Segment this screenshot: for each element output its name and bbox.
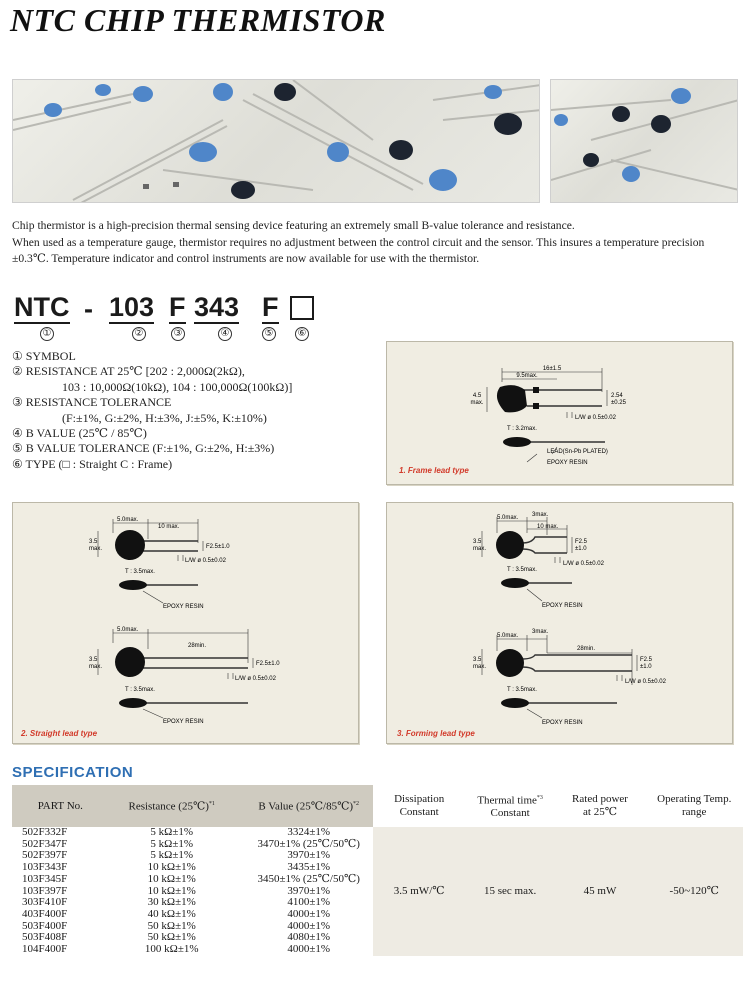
straight-b-epoxy: EPOXY RESIN	[163, 719, 204, 725]
forming-a-dim-f-tol: ±1.0	[575, 546, 587, 552]
part-number-code	[14, 292, 334, 339]
forming-b-dim-3-5-max: max.	[473, 664, 487, 670]
cell-optemp: -50~120℃	[645, 827, 743, 956]
forming-a-dim-3-5: 3.5	[473, 539, 482, 545]
forming-b-dim-3-5: 3.5	[473, 657, 482, 663]
straight-b-dim-f: F2.5±1.0	[256, 661, 280, 667]
frame-lead-label: LEAD(Sn-Pb PLATED)	[547, 449, 608, 455]
forming-b-dim-5: 5.0max.	[497, 633, 519, 639]
frame-dim-t: T : 3.2max.	[507, 426, 537, 432]
cell-b: 3970±1%	[287, 884, 331, 897]
straight-a-dim-3-5: 3.5	[89, 539, 98, 545]
forming-b-dim-t: T : 3.5max.	[507, 687, 537, 693]
frame-dim-4-5: 4.5	[472, 393, 482, 399]
cell-res: 5 kΩ±1%	[150, 826, 194, 838]
straight-a-dim-f: F2.5±1.0	[206, 544, 230, 550]
code-type-box	[290, 296, 314, 327]
forming-a-epoxy: EPOXY RESIN	[542, 603, 583, 609]
straight-a-dim-lw: L/W ø 0.5±0.02	[185, 558, 226, 564]
cell-b: 4080±1%	[287, 931, 331, 944]
frame-dim-2-54-tol: ±0.25	[611, 400, 626, 406]
cell-part: 403F400F	[22, 907, 68, 920]
cell-b: 3450±1% (25℃/50℃)	[257, 872, 360, 885]
frame-dim-9-5: 9.5max.	[516, 373, 538, 379]
frame-epoxy-label: EPOXY RESIN	[547, 460, 588, 466]
straight-b-dim-28: 28min.	[188, 643, 207, 649]
straight-b-dim-3-5: 3.5	[89, 657, 98, 663]
cell-dissipation: 3.5 mW/℃	[373, 827, 466, 956]
cell-part: 502F347F	[22, 837, 68, 850]
frame-lead-diagram	[387, 342, 734, 486]
legend-type: ⑥ TYPE (□ : Straight C : Frame)	[12, 456, 173, 471]
th-bvalue: B Value (25℃/85℃)$^{*2}$	[245, 785, 373, 827]
thermistor-photo-illustration-side	[551, 80, 738, 203]
legend-resistance-cont: 103 : 10,000Ω(10kΩ), 104 : 100,000Ω(100kΩ)]	[62, 379, 293, 394]
straight-b-dim-t: T : 3.5max.	[125, 687, 155, 693]
product-photo-main	[12, 79, 540, 203]
cell-part: 103F397F	[22, 884, 68, 897]
frame-dim-lw: L/W ø 0.5±0.02	[575, 415, 616, 421]
forming-a-dim-3: 3max.	[532, 512, 549, 518]
th-part: PART No.	[12, 785, 99, 827]
cell-power: 45 mW	[555, 827, 646, 956]
cell-b: 4000±1%	[287, 919, 331, 932]
cell-part: 503F408F	[22, 931, 68, 944]
thermistor-photo-illustration	[13, 80, 540, 203]
cell-res: 50 kΩ±1%	[147, 919, 196, 932]
straight-a-epoxy: EPOXY RESIN	[163, 604, 204, 610]
forming-lead-diagram	[387, 503, 734, 745]
intro-text	[12, 218, 737, 268]
legend-bvalue: ④ B VALUE (25℃ / 85℃)	[12, 426, 147, 441]
forming-lead-caption: 3. Forming lead type	[397, 729, 475, 738]
cell-part: 103F343F	[22, 861, 68, 874]
cell-res: 30 kΩ±1%	[147, 896, 196, 909]
intro-line-2: When used as a temperature gauge, thermistor requires no adjustment between the control circuit and the sensor. This insures a temperature precision ±0.3℃. Temperature indicator and control instruments are now available for use with the thermistor.	[12, 235, 705, 266]
forming-a-dim-10: 10 max.	[537, 524, 559, 530]
cell-part: 303F410F	[22, 896, 68, 909]
forming-a-dim-f: F2.5	[575, 539, 588, 545]
code-num-1: ①	[40, 327, 54, 341]
cell-res: 10 kΩ±1%	[147, 872, 196, 885]
straight-a-dim-10: 10 max.	[158, 524, 180, 530]
cell-b: 4000±1%	[287, 907, 331, 920]
forming-a-dim-lw: L/W ø 0.5±0.02	[563, 561, 604, 567]
legend-symbol: ① SYMBOL	[12, 349, 76, 363]
forming-lead-panel	[386, 502, 733, 744]
spec-table	[12, 785, 743, 956]
straight-a-dim-t: T : 3.5max.	[125, 569, 155, 575]
straight-lead-diagram	[13, 503, 360, 745]
intro-line-1: Chip thermistor is a high-precision thermal sensing device featuring an extremely small B-value tolerance and resistance.	[12, 219, 575, 232]
code-num-2: ②	[132, 327, 146, 341]
code-bvalue: 343	[194, 292, 240, 322]
frame-lead-panel	[386, 341, 733, 485]
forming-b-dim-28: 28min.	[577, 646, 596, 652]
code-num-4: ④	[218, 327, 232, 341]
code-symbol: NTC	[14, 292, 70, 322]
cell-part: 502F332F	[22, 826, 68, 838]
th-resistance: Resistance (25℃)$^{*1}$	[99, 785, 245, 827]
code-tolerance: F	[169, 292, 186, 322]
th-power: Rated power at 25℃	[572, 793, 628, 818]
cell-res: 5 kΩ±1%	[150, 849, 194, 862]
cell-res: 5 kΩ±1%	[150, 837, 194, 850]
forming-b-dim-f: F2.5	[640, 657, 653, 663]
straight-a-dim-3-5-max: max.	[89, 546, 103, 552]
code-b-tolerance: F	[262, 292, 279, 322]
forming-a-dim-5: 5.0max.	[497, 515, 519, 521]
cell-thermal: 15 sec max.	[466, 827, 555, 956]
straight-a-dim-5: 5.0max.	[117, 517, 139, 523]
product-photo-side	[550, 79, 738, 203]
forming-a-dim-3-5-max: max.	[473, 546, 487, 552]
cell-b: 4100±1%	[287, 896, 331, 909]
forming-a-dim-t: T : 3.5max.	[507, 567, 537, 573]
page-title: NTC CHIP THERMISTOR	[10, 2, 386, 38]
cell-res: 100 kΩ±1%	[144, 943, 199, 956]
cell-part: 104F400F	[22, 943, 68, 956]
cell-part: 502F397F	[22, 849, 68, 862]
legend-tolerance-cont: (F:±1%, G:±2%, H:±3%, J:±5%, K:±10%)	[62, 410, 267, 425]
straight-lead-panel	[12, 502, 359, 744]
code-num-3: ③	[171, 327, 185, 341]
straight-b-dim-3-5-max: max.	[89, 664, 103, 670]
forming-b-dim-lw: L/W ø 0.5±0.02	[625, 679, 666, 685]
th-thermal: Thermal time$^{*3}$ Constant	[477, 794, 543, 820]
cell-b: 4000±1%	[287, 943, 331, 956]
code-resistance: 103	[109, 292, 155, 322]
legend-b-tolerance: ⑤ B VALUE TOLERANCE (F:±1%, G:±2%, H:±3%)	[12, 441, 275, 456]
forming-b-dim-3: 3max.	[532, 629, 549, 635]
cell-b: 3435±1%	[287, 861, 331, 874]
code-num-5: ⑤	[262, 327, 276, 341]
cell-res: 10 kΩ±1%	[147, 861, 196, 874]
spec-body	[12, 827, 743, 956]
cell-part: 503F400F	[22, 919, 68, 932]
cell-res: 10 kΩ±1%	[147, 884, 196, 897]
straight-lead-caption: 2. Straight lead type	[21, 729, 98, 738]
spec-header-row	[12, 785, 743, 827]
code-num-6: ⑥	[295, 327, 309, 341]
table-row	[12, 827, 743, 839]
forming-b-dim-f-tol: ±1.0	[640, 664, 652, 670]
frame-dim-16: 16±1.5	[542, 366, 562, 372]
straight-b-dim-5: 5.0max.	[117, 627, 139, 633]
cell-part: 103F345F	[22, 872, 68, 885]
legend-tolerance: ③ RESISTANCE TOLERANCE	[12, 395, 172, 410]
code-legend	[12, 349, 382, 472]
cell-res: 50 kΩ±1%	[147, 931, 196, 944]
spec-title: SPECIFICATION	[12, 764, 134, 781]
legend-resistance: ② RESISTANCE AT 25℃ [202 : 2,000Ω(2kΩ),	[12, 364, 245, 379]
th-optemp: Operating Temp. range	[657, 793, 732, 818]
cell-b: 3470±1% (25℃/50℃)	[257, 837, 360, 850]
code-dash: -	[84, 294, 93, 324]
cell-res: 40 kΩ±1%	[147, 907, 196, 920]
frame-lead-caption: 1. Frame lead type	[399, 466, 469, 475]
frame-dim-4-5-max: max.	[470, 400, 484, 406]
cell-b: 3324±1%	[287, 826, 331, 838]
th-dissipation: Dissipation Constant	[394, 793, 445, 818]
frame-dim-2-54: 2.54	[611, 393, 623, 399]
cell-b: 3970±1%	[287, 849, 331, 862]
forming-b-epoxy: EPOXY RESIN	[542, 720, 583, 726]
straight-b-dim-lw: L/W ø 0.5±0.02	[235, 676, 276, 682]
